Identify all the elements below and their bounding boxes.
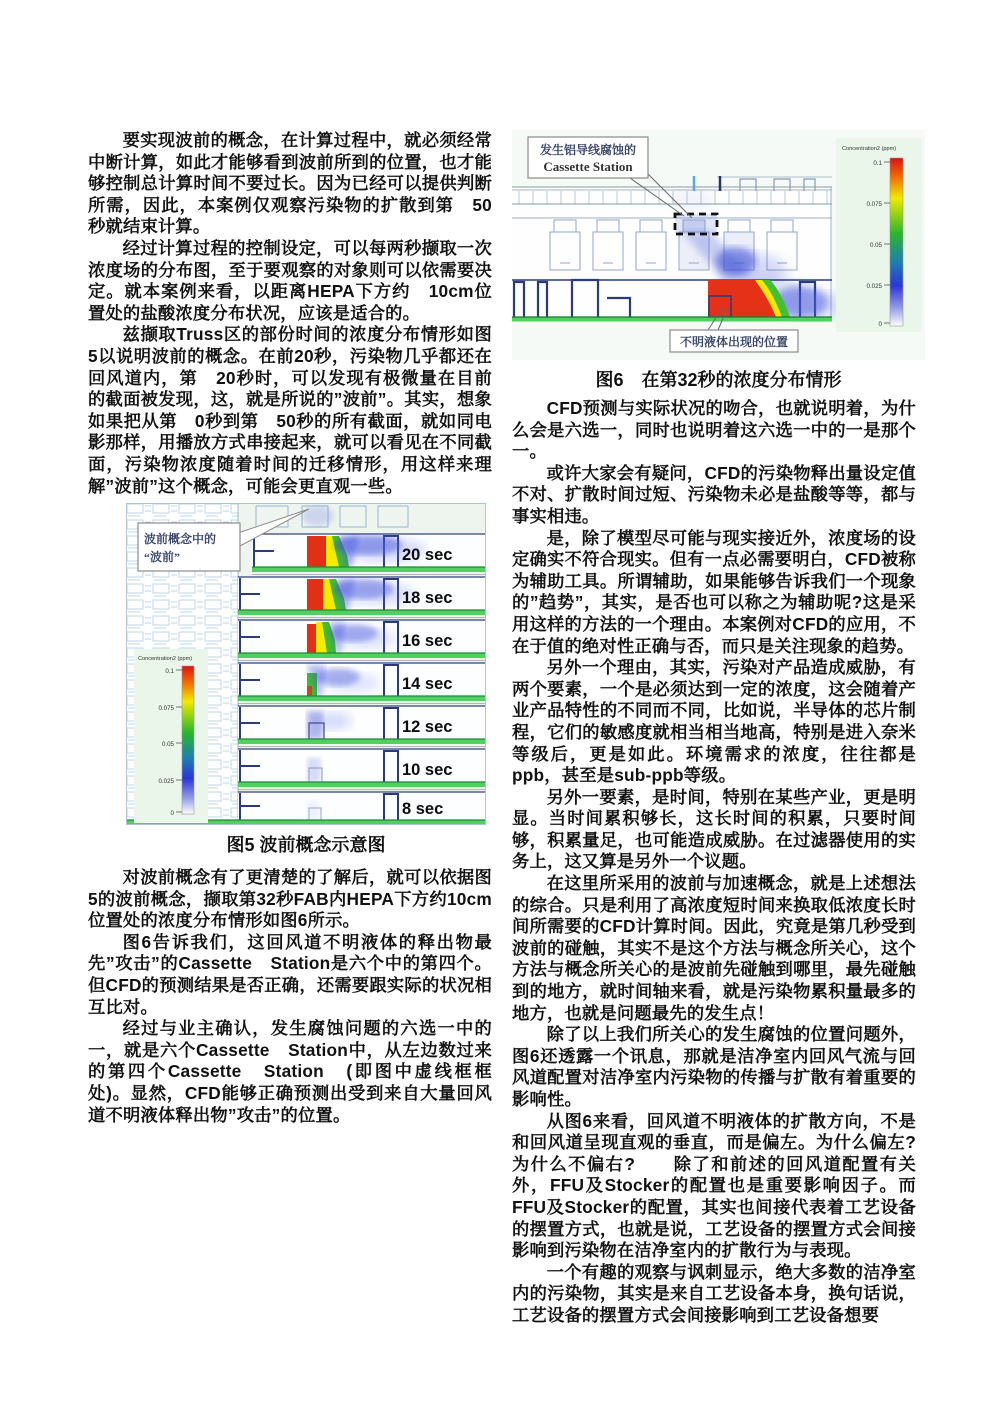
- legend-tick: 0.05: [161, 741, 174, 749]
- legend-tick: 0.1: [165, 668, 174, 676]
- figure6-concentration-32s: [512, 130, 925, 392]
- legend-tick: 0.1: [873, 160, 882, 167]
- colorbar: [182, 666, 194, 814]
- panel-16sec: [238, 620, 486, 661]
- right-column: [512, 130, 916, 1327]
- paragraph: 图6告诉我们，这回风道不明液体的释出物最先”攻击”的Cassette Station是六个中的第四个。但CFD的预测结果是否正确，还需要跟实际的状况相互比对。: [88, 931, 492, 1017]
- colorbar: [890, 158, 903, 326]
- legend-tick: 0.025: [866, 283, 882, 290]
- floor-line: [512, 317, 832, 322]
- callout-text: 发生铝导线腐蚀的: [539, 143, 637, 157]
- paragraph: 经过计算过程的控制设定，可以每两秒撷取一次浓度场的分布图，至于要观察的对象则可以依需要决定。就本案例来看，以距离HEPA下方约 10cm位置处的盐酸浓度分布状况，应该是适合的。: [88, 237, 492, 323]
- left-column: [88, 130, 492, 1126]
- callout-text: Cassette Station: [543, 159, 633, 174]
- figure5-caption: 图5 波前概念示意图: [226, 835, 386, 856]
- time-label: 12 sec: [402, 718, 453, 737]
- paragraph: 或许大家会有疑问，CFD的污染物释出量设定值不对、扩散时间过短、污染物未必是盐酸等等，都与事实相违。: [512, 462, 916, 526]
- panel-18sec: [238, 577, 486, 618]
- time-label: 8 sec: [402, 800, 444, 819]
- callout-text: 不明液体出现的位置: [679, 335, 789, 349]
- time-label: 10 sec: [402, 761, 453, 780]
- panel-10sec: [238, 749, 486, 790]
- paragraph: 另外一个理由，其实，污染对产品造成威胁，有两个要素，一个是必须达到一定的浓度，这会随着产业产品特性的不同而不同，比如说，半导体的芯片制程，它们的敏感度就相当相当地高，特别是进入奈米等级后，更是如此。环境需求的浓度，往往都是ppb，甚至是sub-ppb等级。: [512, 657, 916, 786]
- figure5-legend: [134, 649, 208, 823]
- dashed-highlight-box: [675, 214, 717, 234]
- legend-title: Concentration2 (ppm): [138, 656, 193, 663]
- paragraph: 一个有趣的观察与讽刺显示，绝大多数的洁净室内的污染物，其实是来自工艺设备本身，换句话说，工艺设备的摆置方式会间接影响到工艺设备想要: [512, 1261, 916, 1325]
- time-label: 16 sec: [402, 632, 453, 651]
- time-label: 20 sec: [402, 546, 453, 565]
- figure5-wavefront-concept: [126, 503, 486, 857]
- panel-14sec: [238, 663, 486, 704]
- time-label: 18 sec: [402, 589, 453, 608]
- figure5-image: [126, 503, 486, 825]
- paragraph: 要实现波前的概念，在计算过程中，就必须经常中断计算，如此才能够看到波前所到的位置，也才能够控制总计算时间不要过长。因为已经可以提供判断所需，因此，本案例仅观察污染物的扩散到第 50秒就结束计算。: [88, 130, 492, 237]
- paragraph: 另外一要素，是时间，特别在某些产业，更是明显。当时间累积够长，这长时间的积累，只要时间够，积累量足，也可能造成威胁。在过滤器使用的实务上，这又算是另外一个议题。: [512, 786, 916, 872]
- legend-tick: 0.075: [158, 705, 174, 713]
- paragraph: 兹撷取Truss区的部份时间的浓度分布情形如图5以说明波前的概念。在前20秒，污染物几乎都还在回风道内，第 20秒时，可以发现有极微量在目前的截面被发现，这，就是所说的”波前”。其实，想象如果把从第 0秒到第 50秒的所有截面，就如同电影那样，用播放方式串接起来，就可以看见在不同截面，污染物浓度随着时间的迁移情形，用这样来理解”波前”这个概念，可能会更直观一些。: [88, 324, 492, 496]
- legend-tick: 0: [878, 321, 882, 328]
- paragraph: 除了以上我们所关心的发生腐蚀的位置问题外，图6还透露一个讯息，那就是洁净室内回风气流与回风道配置对洁净室内污染物的传播与扩散有着重要的影响性。: [512, 1024, 916, 1109]
- panel-20sec: [252, 534, 486, 575]
- legend-tick: 0: [170, 810, 174, 818]
- legend-title: Concentration2 (ppm): [842, 146, 897, 152]
- legend-tick: 0.025: [158, 778, 174, 786]
- figure6-legend: [836, 138, 922, 332]
- panel-12sec: [238, 706, 486, 747]
- paragraph: CFD预测与实际状况的吻合，也就说明着，为什么会是六选一，同时也说明着这六选一中的一是那个一。: [512, 398, 916, 462]
- paragraph: 在这里所采用的波前与加速概念，就是上述想法的综合。只是利用了高浓度短时间来换取低浓度长时间所需要的CFD计算时间。因此，究竟是第几秒受到波前的碰触，其实不是这个方法与概念所关心，这个方法与概念所关心的是波前先碰触到哪里，最先碰触到的地方，就时间轴来看，就是污染物累积量最多的地方，也就是问题最先的发生点！: [512, 873, 916, 1023]
- paragraph: 对波前概念有了更清楚的了解后，就可以依据图5的波前概念，撷取第32秒FAB内HEPA下方约10cm位置处的浓度分布情形如图6所示。: [88, 867, 492, 931]
- paragraph: 从图6来看，回风道不明液体的扩散方向，不是和回风道呈现直观的垂直，而是偏左。为什么偏左?为什么不偏右? 除了和前述的回风道配置有关外，FFU及Stocker的配置也是重要影响因子。而FFU及Stocker的配置，其实也间接代表着工艺设备的摆置方式，也就是说，工艺设备的摆置方式会间接影响到污染物在洁净室内的扩散行为与表现。: [512, 1110, 916, 1261]
- figure6-image: [512, 130, 925, 360]
- legend-tick: 0.075: [866, 201, 882, 208]
- figure6-caption: 图6 在第32秒的浓度分布情形: [595, 370, 842, 390]
- paragraph: 是，除了模型尽可能与现实接近外，浓度场的设定确实不符合现实。但有一点必需要明白，CFD被称为辅助工具。所谓辅助，如果能够告诉我们一个现象的”趋势”，其实，是否也可以称之为辅助呢?这是采用这样的方法的一个理由。本案例对CFD的应用，不在于值的绝对性正确与否，而只是关注现象的趋势。: [512, 527, 916, 656]
- callout-text: “波前”: [144, 550, 181, 565]
- paragraph: 经过与业主确认，发生腐蚀问题的六选一中的一，就是六个Cassette Station中，从左边数过来的第四个Cassette Station (即图中虚线框框处)。显然，CFD能够正确预测出受到来自大量回风道不明液体释出物”攻击”的位置。: [88, 1018, 492, 1125]
- callout-text: 波前概念中的: [144, 532, 217, 547]
- legend-tick: 0.05: [869, 242, 882, 249]
- time-label: 14 sec: [402, 675, 453, 694]
